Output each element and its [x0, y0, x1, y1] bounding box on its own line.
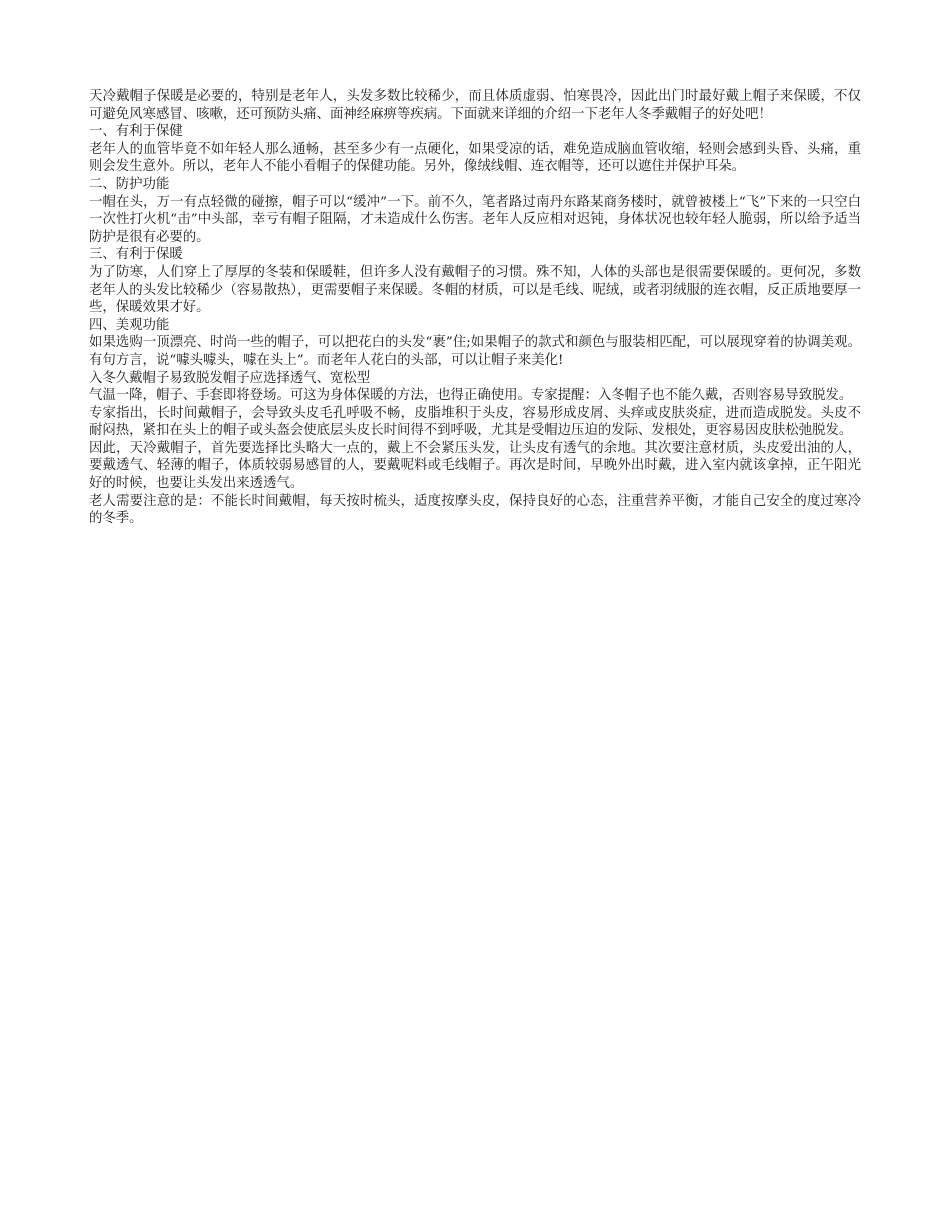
- closing-paragraph: 专家指出，长时间戴帽子，会导致头皮毛孔呼吸不畅，皮脂堆积于头皮，容易形成皮屑、头痒或皮肤炎症，进而造成脱发。头皮不耐闷热，紧扣在头上的帽子或头盔会使底层头皮长时间得不到呼吸，尤其是受帽边压迫的发际、发根处，更容易因皮肤松弛脱发。: [89, 405, 861, 439]
- article-subtitle: 入冬久戴帽子易致脱发帽子应选择透气、宽松型: [89, 370, 371, 386]
- intro-paragraph: 天冷戴帽子保暖是必要的，特别是老年人，头发多数比较稀少，而且体质虚弱、怕寒畏冷，因此出门时最好戴上帽子来保暖，不仅可避免风寒感冒、咳嗽，还可预防头痛、面神经麻痹等疾病。下面就来详细的介绍一下老年人冬季戴帽子的好处吧！: [89, 89, 861, 122]
- section-heading-appearance: 四、美观功能: [89, 317, 170, 333]
- document-body: [89, 88, 861, 528]
- section-body-protection: 一帽在头，万一有点轻微的碰擦，帽子可以“缓冲”一下。前不久，笔者路过南丹东路某商务楼时，就曾被楼上“飞”下来的一只空白一次性打火机“击”中头部，幸亏有帽子阻隔，才未造成什么伤害。老年人反应相对迟钝，身体状况也较年轻人脆弱，所以给予适当防护是很有必要的。: [89, 194, 861, 245]
- section-heading-warmth: 三、有利于保暖: [89, 247, 183, 263]
- closing-paragraph: 气温一降，帽子、手套即将登场。可这为身体保暖的方法，也得正确使用。专家提醒：入冬帽子也不能久戴，否则容易导致脱发。: [89, 388, 853, 404]
- section-body-health: 老年人的血管毕竟不如年轻人那么通畅，甚至多少有一点硬化，如果受凉的话，难免造成脑血管收缩，轻则会感到头昏、头痛，重则会发生意外。所以，老年人不能小看帽子的保健功能。另外，像绒线帽、连衣帽等，还可以遮住并保护耳朵。: [89, 141, 861, 175]
- section-body-warmth: 为了防寒，人们穿上了厚厚的冬装和保暖鞋，但许多人没有戴帽子的习惯。殊不知，人体的头部也是很需要保暖的。更何况，多数老年人的头发比较稀少（容易散热），更需要帽子来保暖。冬帽的材质，可以是毛线、呢绒，或者羽绒服的连衣帽，反正质地要厚一些，保暖效果才好。: [89, 264, 861, 316]
- section-heading-protection: 二、防护功能: [89, 176, 170, 192]
- closing-paragraph: 老人需要注意的是：不能长时间戴帽，每天按时梳头，适度按摩头皮，保持良好的心态，注重营养平衡，才能自己安全的度过寒冷的冬季。: [89, 493, 861, 527]
- section-heading-health: 一、有利于保健: [89, 124, 183, 140]
- section-body-appearance: 如果选购一顶漂亮、时尚一些的帽子，可以把花白的头发“裹”住;如果帽子的款式和颜色与服装相匹配，可以展现穿着的协调美观。有句方言，说“噱头噱头，噱在头上”。而老年人花白的头部，可以让帽子来美化!: [89, 335, 861, 368]
- closing-paragraph: 因此，天冷戴帽子，首先要选择比头略大一点的，戴上不会紧压头发，让头皮有透气的余地。其次要注意材质，头皮爱出油的人，要戴透气、轻薄的帽子，体质较弱易感冒的人，要戴呢料或毛线帽子。再次是时间，早晚外出时戴，进入室内就该拿掉，正午阳光好的时候，也要让头发出来透透气。: [89, 440, 861, 492]
